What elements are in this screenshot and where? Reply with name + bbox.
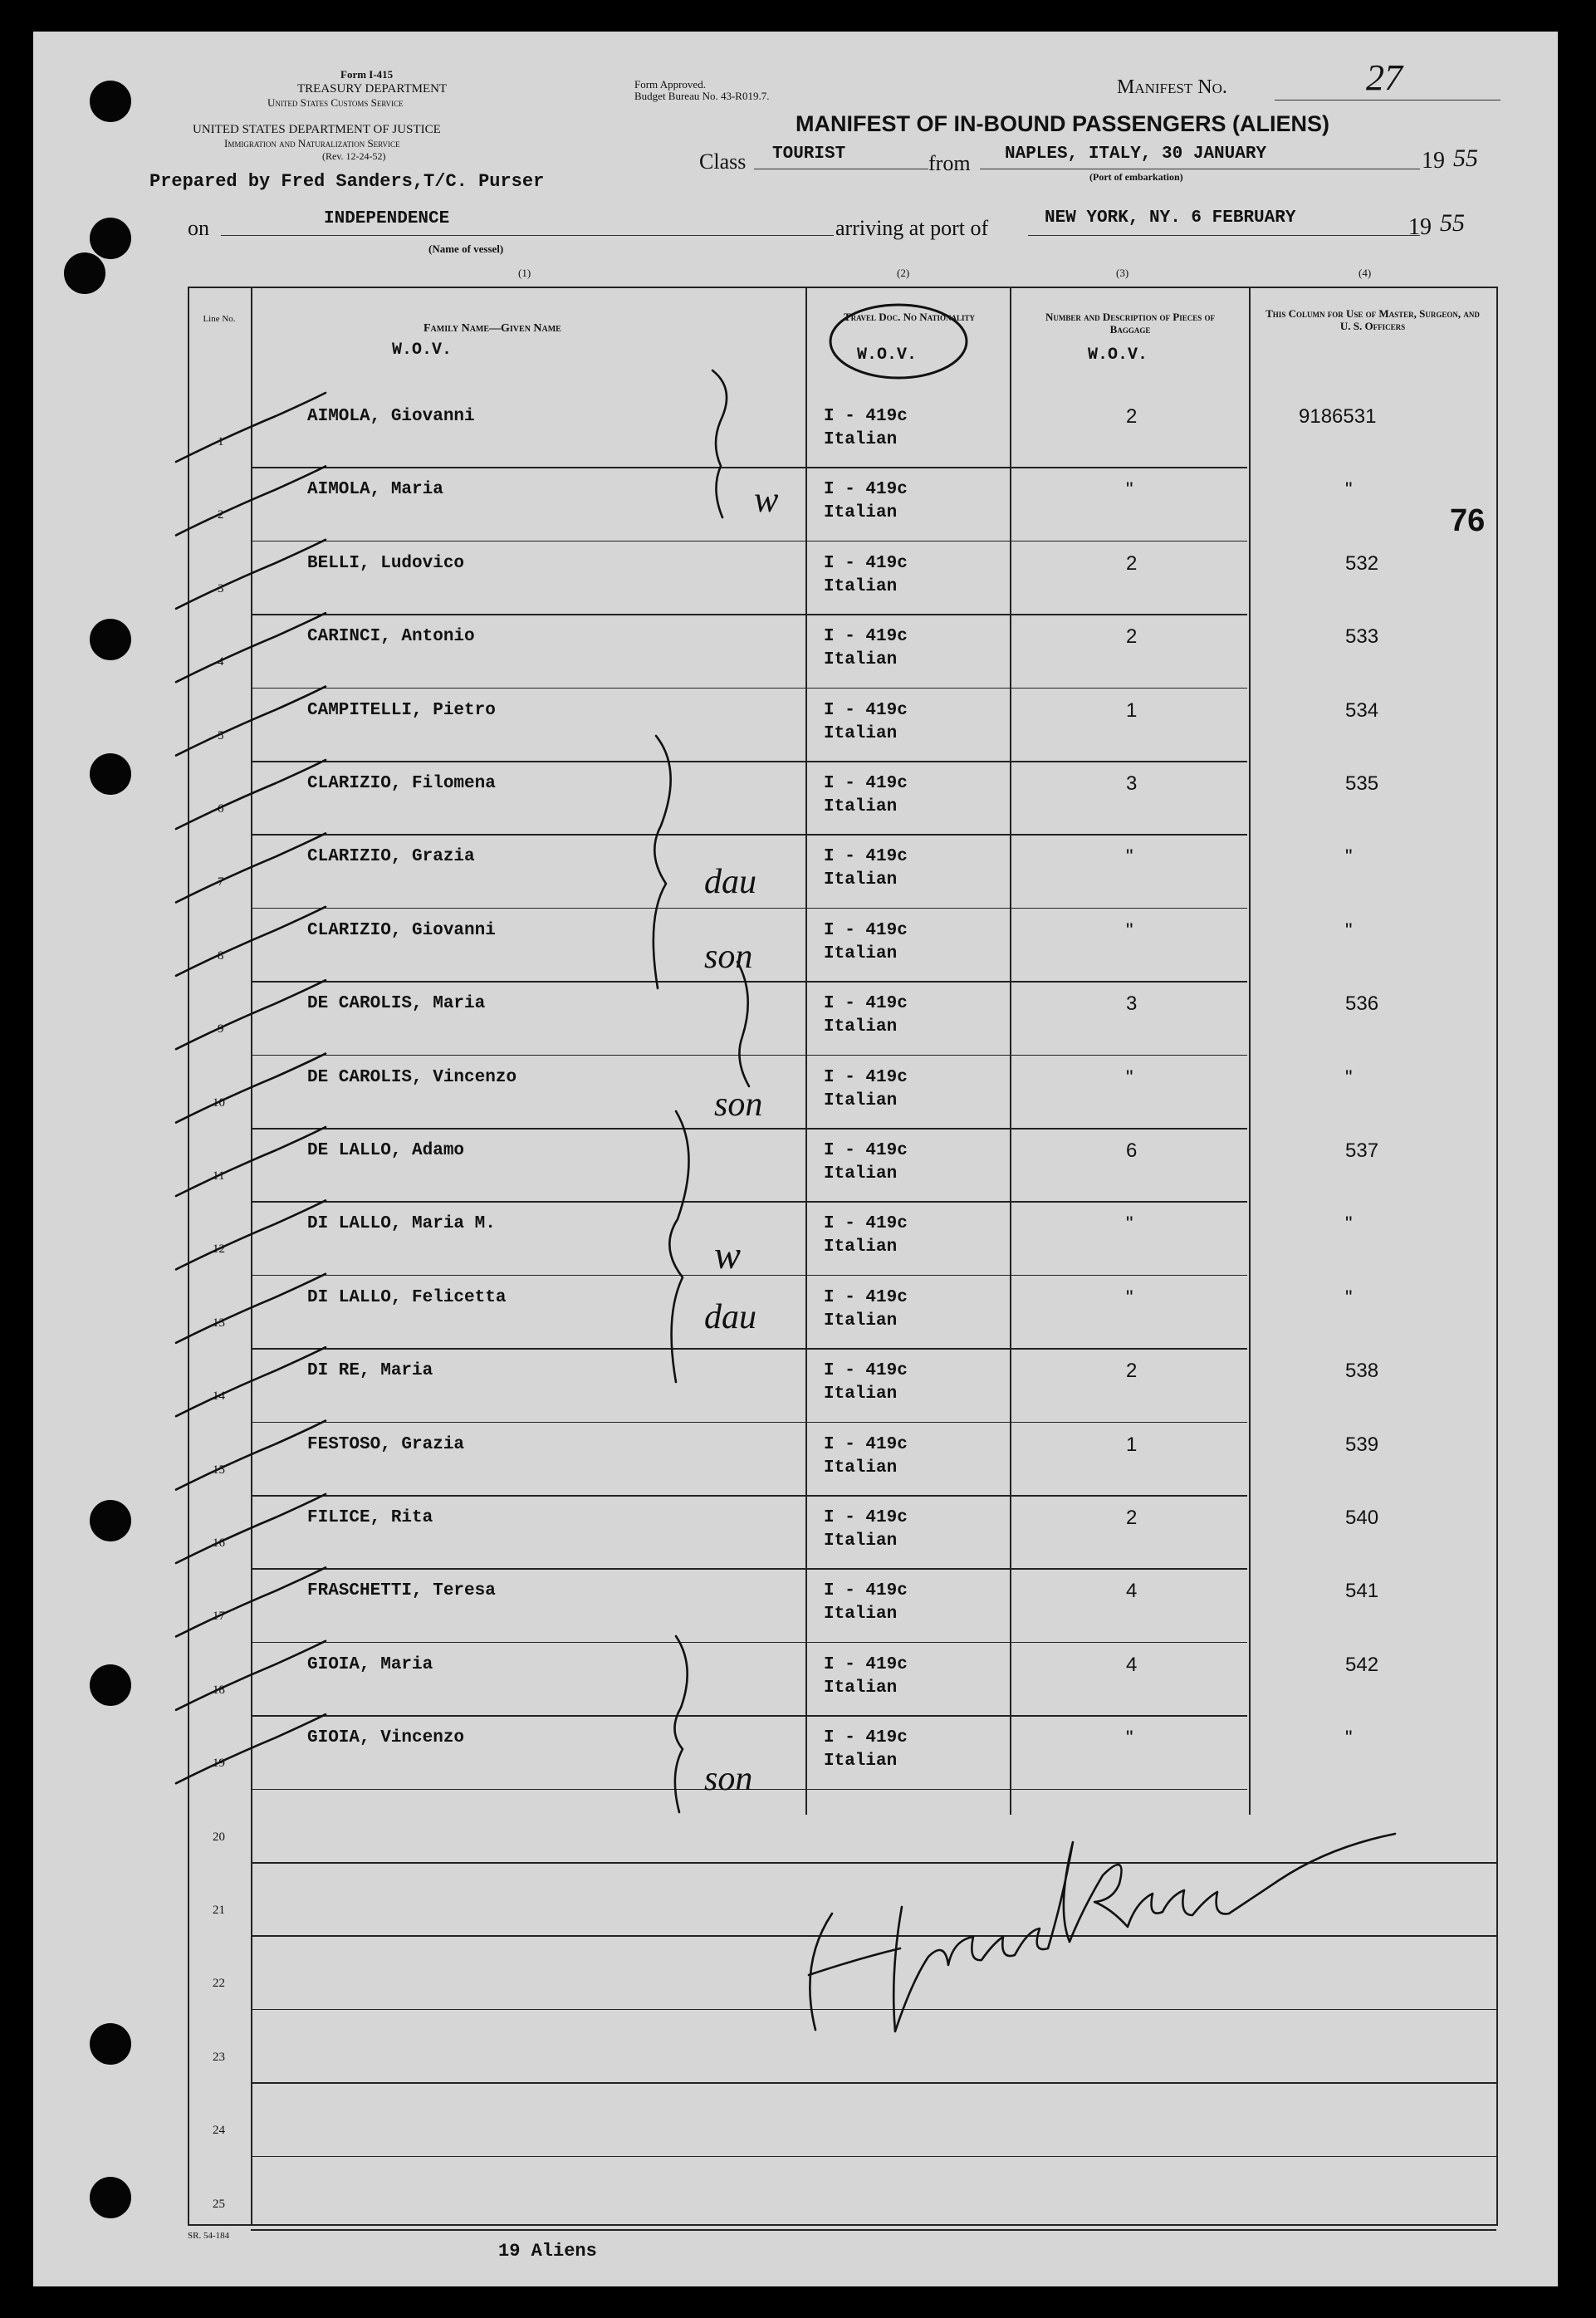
row-officer-entry: " bbox=[1345, 478, 1353, 502]
row-line-number: 23 bbox=[213, 2050, 225, 2064]
row-nationality: Italian bbox=[824, 503, 898, 523]
col-header-line-no: Line No. bbox=[203, 314, 236, 324]
row-officer-entry: 536 bbox=[1345, 992, 1379, 1016]
binder-hole bbox=[64, 252, 105, 294]
row-check-mark bbox=[176, 1054, 326, 1123]
row-check-mark bbox=[176, 540, 326, 609]
row-nationality: Italian bbox=[824, 1090, 898, 1110]
row-line-number: 24 bbox=[213, 2124, 225, 2138]
treasury-dept: TREASURY DEPARTMENT bbox=[297, 82, 448, 96]
col-header-travel-doc-wov: W.O.V. bbox=[857, 345, 918, 365]
row-baggage-count: 4 bbox=[1126, 1580, 1138, 1603]
manifest-page bbox=[33, 32, 1558, 2286]
row-baggage-count: 1 bbox=[1126, 698, 1138, 722]
row-check-mark bbox=[176, 1200, 326, 1269]
from-label: from bbox=[928, 151, 971, 175]
prepared-by: Prepared by Fred Sanders,T/C. Purser bbox=[149, 171, 545, 192]
row-line-number: 5 bbox=[218, 728, 224, 742]
row-officer-entry: 533 bbox=[1345, 625, 1379, 649]
port-embarkation-note: (Port of embarkation) bbox=[1089, 171, 1183, 183]
brace-clarizio bbox=[654, 736, 671, 988]
row-passenger-name: FILICE, Rita bbox=[307, 1508, 433, 1527]
handwritten-marks bbox=[33, 32, 1558, 2286]
row-nationality: Italian bbox=[824, 430, 898, 449]
row-passenger-name: CLARIZIO, Grazia bbox=[307, 847, 475, 867]
row-baggage-count: 3 bbox=[1126, 772, 1138, 795]
year-1: 55 bbox=[1453, 145, 1478, 172]
row-officer-entry: " bbox=[1345, 1213, 1353, 1236]
binder-hole bbox=[90, 619, 131, 660]
row-officer-entry: 541 bbox=[1345, 1580, 1379, 1603]
year-2: 55 bbox=[1440, 209, 1465, 237]
row-passenger-name: DE CAROLIS, Vincenzo bbox=[307, 1067, 517, 1087]
row-line-number: 17 bbox=[213, 1610, 225, 1624]
manifest-title: MANIFEST OF IN-BOUND PASSENGERS (ALIENS) bbox=[796, 111, 1330, 136]
row-line-number: 18 bbox=[213, 1683, 225, 1697]
row-nationality: Italian bbox=[824, 1017, 898, 1037]
row-officer-entry: 9186531 bbox=[1299, 405, 1377, 428]
row-line-number: 7 bbox=[218, 875, 224, 889]
manifest-number: 27 bbox=[1366, 57, 1403, 98]
row-line-number: 16 bbox=[213, 1536, 225, 1550]
row-baggage-count: " bbox=[1126, 919, 1133, 942]
row-officer-entry: 534 bbox=[1345, 698, 1379, 722]
handwritten-relation-w-2: w bbox=[714, 1233, 742, 1277]
row-baggage-count: " bbox=[1126, 478, 1133, 502]
row-passenger-name: GIOIA, Maria bbox=[307, 1654, 433, 1674]
row-officer-entry: " bbox=[1345, 1066, 1353, 1089]
row-nationality: Italian bbox=[824, 1458, 898, 1478]
row-nationality: Italian bbox=[824, 943, 898, 963]
row-line-number: 11 bbox=[213, 1169, 225, 1183]
row-check-mark bbox=[176, 1641, 326, 1710]
binder-hole bbox=[90, 2177, 131, 2218]
row-line-number: 21 bbox=[213, 1904, 225, 1917]
row-nationality: Italian bbox=[824, 1384, 898, 1404]
row-officer-entry: " bbox=[1345, 1286, 1353, 1309]
handwritten-relation-son-1: son bbox=[704, 938, 753, 976]
row-travel-doc: I - 419c bbox=[824, 1581, 908, 1601]
row-passenger-name: DI LALLO, Felicetta bbox=[307, 1287, 507, 1307]
row-travel-doc: I - 419c bbox=[824, 1214, 908, 1234]
row-officer-entry: 538 bbox=[1345, 1360, 1379, 1383]
col-num-3: (3) bbox=[1116, 267, 1129, 279]
row-passenger-name: DE LALLO, Adamo bbox=[307, 1141, 465, 1160]
on-label: on bbox=[188, 216, 209, 240]
justice-dept: UNITED STATES DEPARTMENT OF JUSTICE bbox=[193, 123, 441, 136]
form-approved: Form Approved. bbox=[634, 78, 706, 91]
row-line-number: 1 bbox=[218, 435, 224, 448]
form-number: Form I-415 bbox=[340, 68, 394, 81]
handwritten-relation-dau-2: dau bbox=[704, 1298, 756, 1336]
row-baggage-count: " bbox=[1126, 1213, 1133, 1236]
row-check-mark bbox=[176, 1127, 326, 1196]
handwritten-relation-dau-1: dau bbox=[704, 863, 756, 901]
row-officer-entry: 540 bbox=[1345, 1507, 1379, 1529]
row-officer-entry: 537 bbox=[1345, 1139, 1379, 1162]
row-passenger-name: CARINCI, Antonio bbox=[307, 627, 475, 647]
revision-date: (Rev. 12-24-52) bbox=[322, 150, 386, 162]
row-nationality: Italian bbox=[824, 1752, 898, 1772]
row-travel-doc: I - 419c bbox=[824, 700, 908, 720]
row-nationality: Italian bbox=[824, 1237, 898, 1257]
row-travel-doc: I - 419c bbox=[824, 1067, 908, 1087]
row-travel-doc: I - 419c bbox=[824, 1654, 908, 1674]
vessel-note: (Name of vessel) bbox=[428, 243, 504, 255]
col-num-2: (2) bbox=[897, 267, 910, 279]
signature-harold-rand bbox=[809, 1834, 1395, 2031]
row-baggage-count: 2 bbox=[1126, 551, 1138, 575]
col-header-baggage: Number and Description of Pieces of Baggage bbox=[1045, 311, 1215, 336]
row-nationality: Italian bbox=[824, 870, 898, 890]
row-baggage-count: 2 bbox=[1126, 625, 1138, 649]
row-line-number: 19 bbox=[213, 1757, 225, 1771]
row-travel-doc: I - 419c bbox=[824, 1728, 908, 1748]
row-check-mark bbox=[176, 1714, 326, 1783]
row-line-number: 15 bbox=[213, 1463, 225, 1477]
row-travel-doc: I - 419c bbox=[824, 1434, 908, 1454]
year-prefix-1: 19 bbox=[1422, 148, 1445, 174]
row-nationality: Italian bbox=[824, 576, 898, 596]
row-line-number: 25 bbox=[213, 2197, 225, 2211]
brace-aimola bbox=[712, 370, 727, 517]
col-num-4: (4) bbox=[1359, 267, 1372, 279]
row-baggage-count: 1 bbox=[1126, 1433, 1138, 1456]
row-check-mark bbox=[176, 393, 326, 462]
col-header-baggage-wov: W.O.V. bbox=[1088, 345, 1148, 365]
row-baggage-count: 6 bbox=[1126, 1139, 1138, 1162]
row-baggage-count: " bbox=[1126, 845, 1133, 869]
row-passenger-name: BELLI, Ludovico bbox=[307, 553, 465, 573]
row-nationality: Italian bbox=[824, 1531, 898, 1551]
row-nationality: Italian bbox=[824, 1311, 898, 1331]
footer-form-code: SR. 54-184 bbox=[188, 2231, 230, 2241]
arriving-value: NEW YORK, NY. 6 FEBRUARY bbox=[1045, 208, 1296, 228]
row-line-number: 2 bbox=[218, 508, 224, 522]
row-line-number: 12 bbox=[213, 1242, 225, 1257]
margin-number: 76 bbox=[1450, 503, 1486, 538]
row-officer-entry: " bbox=[1345, 1727, 1353, 1750]
year-prefix-2: 19 bbox=[1408, 214, 1432, 240]
row-travel-doc: I - 419c bbox=[824, 847, 908, 867]
travel-doc-circle bbox=[830, 305, 967, 378]
brace-gioia bbox=[674, 1636, 687, 1812]
row-travel-doc: I - 419c bbox=[824, 1508, 908, 1527]
row-baggage-count: 3 bbox=[1126, 992, 1138, 1016]
row-check-mark bbox=[176, 1347, 326, 1416]
row-check-marks bbox=[176, 393, 326, 1783]
row-line-number: 8 bbox=[218, 948, 224, 963]
row-check-mark bbox=[176, 907, 326, 976]
row-passenger-name: FESTOSO, Grazia bbox=[307, 1434, 465, 1454]
row-nationality: Italian bbox=[824, 650, 898, 670]
row-line-number: 10 bbox=[213, 1095, 225, 1110]
row-check-mark bbox=[176, 1421, 326, 1490]
row-travel-doc: I - 419c bbox=[824, 407, 908, 426]
row-travel-doc: I - 419c bbox=[824, 994, 908, 1014]
row-nationality: Italian bbox=[824, 1164, 898, 1184]
row-travel-doc: I - 419c bbox=[824, 480, 908, 500]
col-header-travel-doc: Travel Doc. No Nationality bbox=[843, 311, 976, 323]
brace-di-lallo bbox=[669, 1111, 688, 1382]
ins-service: Immigration and Naturalization Service bbox=[224, 137, 400, 149]
row-check-mark bbox=[176, 833, 326, 902]
row-passenger-name: FRASCHETTI, Teresa bbox=[307, 1581, 496, 1601]
row-officer-entry: 535 bbox=[1345, 772, 1379, 795]
class-value: TOURIST bbox=[772, 145, 846, 164]
from-value: NAPLES, ITALY, 30 JANUARY bbox=[1005, 145, 1267, 164]
row-nationality: Italian bbox=[824, 1678, 898, 1698]
row-check-mark bbox=[176, 760, 326, 829]
customs-service: United States Customs Service bbox=[267, 96, 404, 109]
row-baggage-count: " bbox=[1126, 1286, 1133, 1309]
row-travel-doc: I - 419c bbox=[824, 1141, 908, 1160]
col-header-officers: This Column for Use of Master, Surgeon, and U. S. Officers bbox=[1266, 307, 1480, 332]
row-line-number: 4 bbox=[218, 655, 224, 669]
handwritten-relation-w-1: w bbox=[754, 479, 779, 520]
row-passenger-name: CAMPITELLI, Pietro bbox=[307, 700, 496, 720]
row-baggage-count: 2 bbox=[1126, 1507, 1138, 1529]
row-travel-doc: I - 419c bbox=[824, 1287, 908, 1307]
handwritten-relation-son-3: son bbox=[704, 1760, 753, 1798]
row-officer-entry: " bbox=[1345, 919, 1353, 942]
binder-hole bbox=[90, 218, 131, 259]
row-check-mark bbox=[176, 687, 326, 756]
row-passenger-name: AIMOLA, Giovanni bbox=[307, 407, 475, 426]
binder-hole bbox=[90, 1664, 131, 1706]
row-line-number: 13 bbox=[213, 1316, 225, 1330]
row-line-number: 14 bbox=[213, 1389, 225, 1404]
row-check-mark bbox=[176, 466, 326, 535]
row-check-mark bbox=[176, 980, 326, 1049]
row-line-number: 22 bbox=[213, 1977, 225, 1991]
row-nationality: Italian bbox=[824, 723, 898, 743]
row-baggage-count: 4 bbox=[1126, 1653, 1138, 1676]
col-header-name-wov: W.O.V. bbox=[392, 341, 453, 360]
row-travel-doc: I - 419c bbox=[824, 774, 908, 793]
row-check-mark bbox=[176, 1567, 326, 1636]
handwritten-relation-son-2: son bbox=[714, 1085, 763, 1124]
class-label: Class bbox=[699, 149, 747, 174]
binder-hole bbox=[90, 1500, 131, 1541]
row-line-number: 9 bbox=[218, 1022, 224, 1036]
row-officer-entry: " bbox=[1345, 845, 1353, 869]
vessel-name: INDEPENDENCE bbox=[324, 209, 450, 228]
row-line-number: 6 bbox=[218, 802, 224, 816]
row-officer-entry: 532 bbox=[1345, 551, 1379, 575]
footer-total: 19 Aliens bbox=[498, 2241, 597, 2262]
binder-hole bbox=[90, 2023, 131, 2065]
col-num-1: (1) bbox=[518, 267, 531, 279]
manifest-label: Manifest No. bbox=[1117, 76, 1227, 98]
row-travel-doc: I - 419c bbox=[824, 627, 908, 647]
row-check-mark bbox=[176, 613, 326, 682]
binder-hole bbox=[90, 81, 131, 122]
row-passenger-name: DI LALLO, Maria M. bbox=[307, 1214, 496, 1234]
row-passenger-name: CLARIZIO, Giovanni bbox=[307, 920, 496, 940]
brace-de-carolis bbox=[737, 962, 749, 1086]
row-nationality: Italian bbox=[824, 1605, 898, 1625]
binder-hole bbox=[90, 753, 131, 795]
row-travel-doc: I - 419c bbox=[824, 920, 908, 940]
row-check-mark bbox=[176, 1274, 326, 1343]
row-passenger-name: DI RE, Maria bbox=[307, 1361, 433, 1381]
row-baggage-count: 2 bbox=[1126, 1360, 1138, 1383]
row-check-mark bbox=[176, 1494, 326, 1563]
row-baggage-count: " bbox=[1126, 1727, 1133, 1750]
row-nationality: Italian bbox=[824, 797, 898, 816]
row-passenger-name: GIOIA, Vincenzo bbox=[307, 1728, 465, 1748]
row-passenger-name: CLARIZIO, Filomena bbox=[307, 774, 496, 793]
row-travel-doc: I - 419c bbox=[824, 553, 908, 573]
row-passenger-name: DE CAROLIS, Maria bbox=[307, 994, 486, 1014]
budget-bureau: Budget Bureau No. 43-R019.7. bbox=[634, 90, 770, 102]
row-line-number: 3 bbox=[218, 581, 224, 595]
row-officer-entry: 539 bbox=[1345, 1433, 1379, 1456]
row-line-number: 20 bbox=[213, 1830, 225, 1844]
row-officer-entry: 542 bbox=[1345, 1653, 1379, 1676]
row-baggage-count: 2 bbox=[1126, 405, 1138, 428]
arriving-label: arriving at port of bbox=[835, 216, 989, 240]
col-header-name: Family Name—Given Name bbox=[423, 322, 561, 335]
row-passenger-name: AIMOLA, Maria bbox=[307, 480, 443, 500]
row-travel-doc: I - 419c bbox=[824, 1361, 908, 1381]
row-baggage-count: " bbox=[1126, 1066, 1133, 1089]
